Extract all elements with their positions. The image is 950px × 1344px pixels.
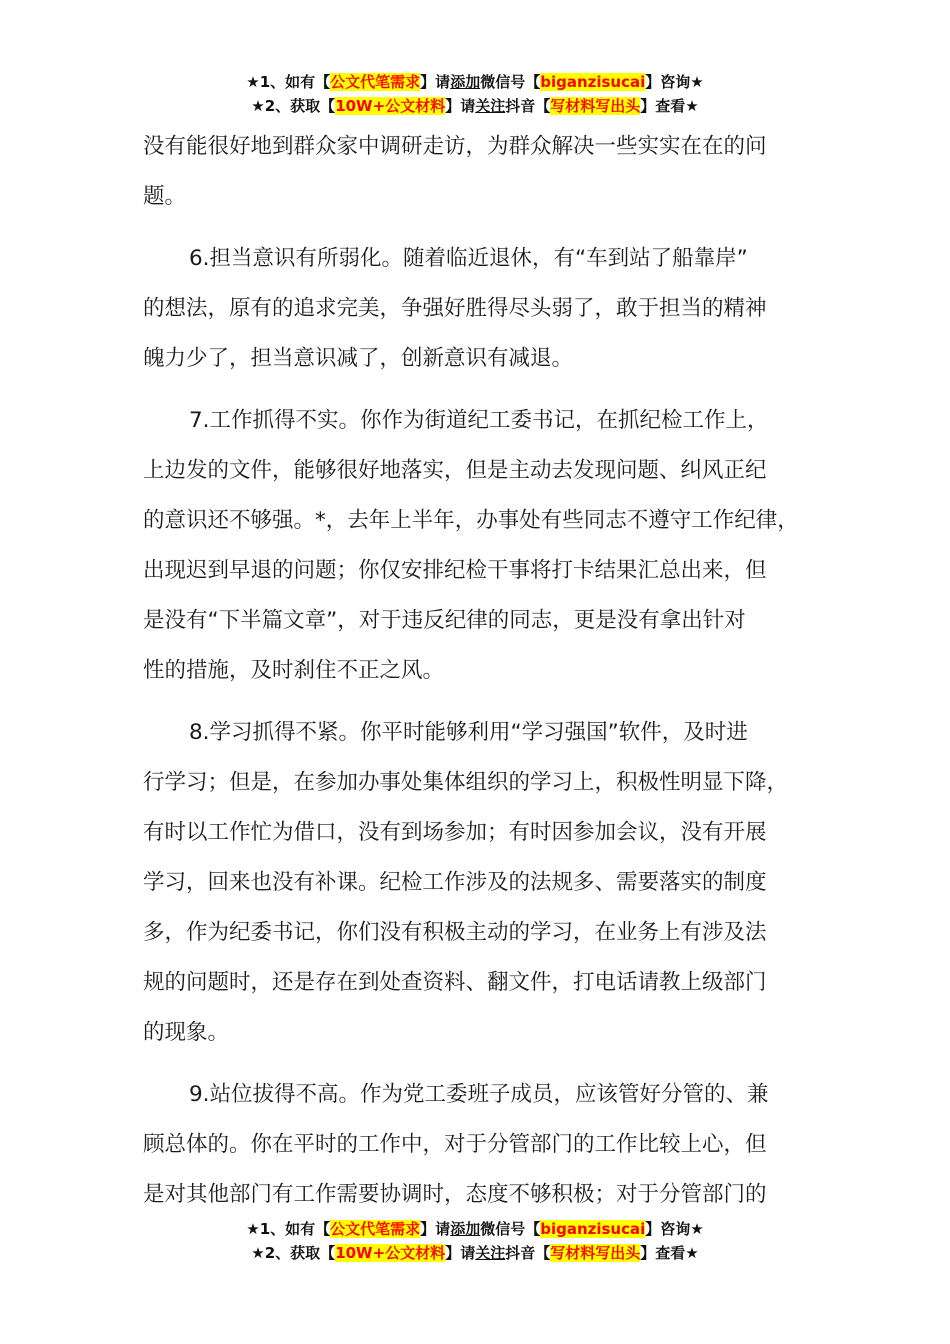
banner-line-2 — [0, 1241, 950, 1265]
text-line: 8.学习抓得不紧。你平时能够利用“学习强国”软件，及时进 — [189, 720, 748, 745]
text-line: 顾总体的。你在平时的工作中，对于分管部门的工作比较上心，但 — [143, 1132, 767, 1157]
banner-highlight: 写材料写出头 — [550, 97, 641, 115]
paragraph-item-6 — [143, 234, 833, 384]
banner-highlight: biganzisucai — [540, 1220, 646, 1238]
banner-text: 微信号【 — [480, 73, 541, 91]
text-line: 6.担当意识有所弱化。随着临近退休，有“车到站了船靠岸” — [189, 246, 748, 271]
text-line: 7.工作抓得不实。你作为街道纪工委书记，在抓纪检工作上， — [189, 408, 769, 433]
text-line: 规的问题时，还是存在到处查资料、翻文件，打电话请教上级部门 — [143, 970, 767, 995]
banner-highlight: 10W+公文材料 — [335, 1244, 446, 1262]
footer-banner — [0, 1217, 950, 1265]
banner-text: 】查看★ — [640, 1244, 699, 1262]
banner-highlight: 公文代笔需求 — [330, 73, 421, 91]
banner-underline: 关注 — [475, 97, 506, 115]
paragraph-item-9 — [143, 1070, 833, 1220]
banner-highlight: 10W+公文材料 — [335, 97, 446, 115]
banner-text: 抖音【 — [505, 97, 551, 115]
text-line: 出现迟到早退的问题；你仅安排纪检干事将打卡结果汇总出来，但 — [143, 558, 767, 583]
banner-line-2 — [0, 94, 950, 118]
text-line: 性的措施，及时刹住不正之风。 — [143, 658, 445, 683]
banner-line-1 — [0, 1217, 950, 1241]
header-banner — [0, 70, 950, 118]
text-line: 是没有“下半篇文章”，对于违反纪律的同志，更是没有拿出针对 — [143, 608, 746, 633]
document-body — [143, 122, 833, 1232]
text-line: 题。 — [143, 184, 187, 209]
banner-text: 微信号【 — [480, 1220, 541, 1238]
text-line: 没有能很好地到群众家中调研走访，为群众解决一些实实在在的问 — [143, 134, 767, 159]
text-line: 是对其他部门有工作需要协调时，态度不够积极；对于分管部门的 — [143, 1182, 767, 1207]
banner-underline: 关注 — [475, 1244, 506, 1262]
banner-text: 】请 — [420, 1220, 451, 1238]
text-line: 有时以工作忙为借口，没有到场参加；有时因参加会议，没有开展 — [143, 820, 767, 845]
banner-text: 】请 — [445, 1244, 476, 1262]
text-line: 的意识还不够强。*，去年上半年，办事处有些同志不遵守工作纪律， — [143, 508, 799, 533]
banner-highlight: biganzisucai — [540, 73, 646, 91]
paragraph-continued — [143, 122, 833, 222]
banner-text: 】请 — [420, 73, 451, 91]
banner-text: ★2、获取【 — [251, 1244, 336, 1262]
paragraph-item-8 — [143, 708, 833, 1058]
text-line: 上边发的文件，能够很好地落实，但是主动去发现问题、纠风正纪 — [143, 458, 767, 483]
paragraph-item-7 — [143, 396, 833, 696]
banner-text: ★1、如有【 — [246, 73, 331, 91]
text-line: 9.站位拔得不高。作为党工委班子成员，应该管好分管的、兼 — [189, 1082, 769, 1107]
text-line: 的想法，原有的追求完美，争强好胜得尽头弱了，敢于担当的精神 — [143, 296, 767, 321]
text-line: 魄力少了，担当意识减了，创新意识有减退。 — [143, 346, 574, 371]
banner-text: ★2、获取【 — [251, 97, 336, 115]
banner-line-1 — [0, 70, 950, 94]
banner-highlight: 公文代笔需求 — [330, 1220, 421, 1238]
text-line: 多，作为纪委书记，你们没有积极主动的学习，在业务上有涉及法 — [143, 920, 767, 945]
banner-text: 】请 — [445, 97, 476, 115]
text-line: 的现象。 — [143, 1020, 230, 1045]
banner-underline: 添加 — [450, 73, 481, 91]
banner-text: 抖音【 — [505, 1244, 551, 1262]
banner-text: 】咨询★ — [645, 1220, 704, 1238]
banner-text: 】查看★ — [640, 97, 699, 115]
banner-text: ★1、如有【 — [246, 1220, 331, 1238]
banner-text: 】咨询★ — [645, 73, 704, 91]
text-line: 行学习；但是，在参加办事处集体组织的学习上，积极性明显下降， — [143, 770, 789, 795]
text-line: 学习，回来也没有补课。纪检工作涉及的法规多、需要落实的制度 — [143, 870, 767, 895]
banner-underline: 添加 — [450, 1220, 481, 1238]
banner-highlight: 写材料写出头 — [550, 1244, 641, 1262]
